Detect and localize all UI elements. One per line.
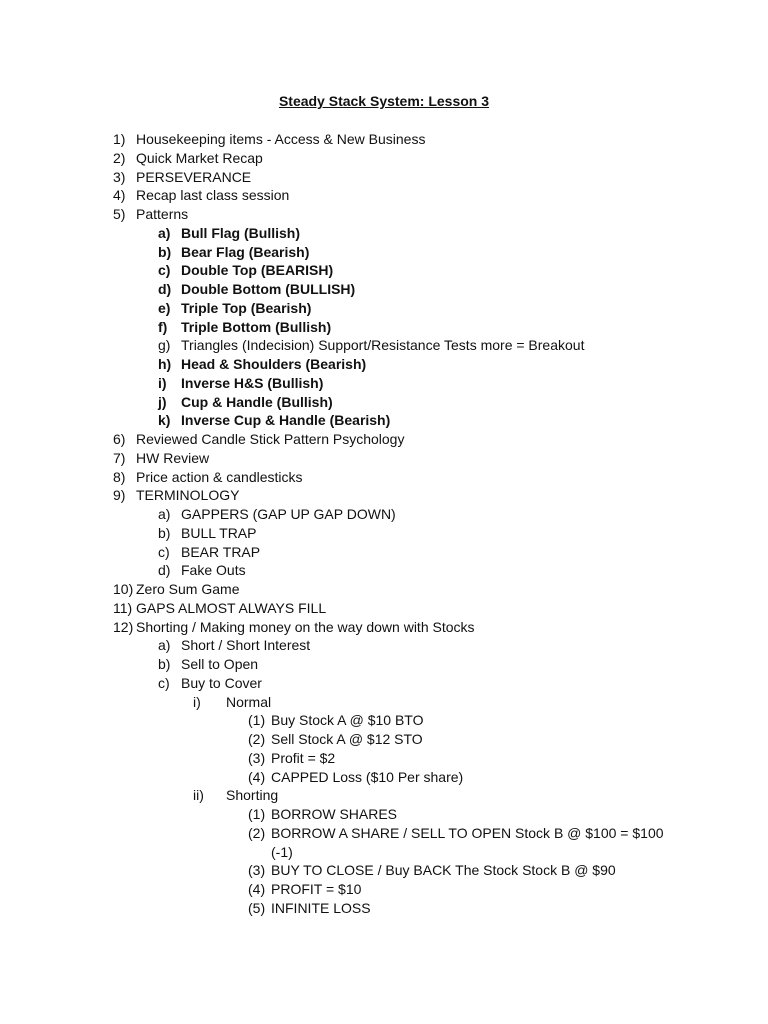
outline-item	[0, 749, 768, 768]
item-text: Shorting	[226, 787, 279, 804]
item-text: Fake Outs	[181, 562, 246, 579]
outline-item	[0, 430, 768, 449]
item-text: Bull Flag (Bullish)	[181, 224, 300, 241]
item-number: a)	[158, 506, 171, 522]
item-text: Shorting / Making money on the way down with Stocks	[136, 618, 475, 635]
outline-item	[0, 543, 768, 562]
item-text: GAPS ALMOST ALWAYS FILL	[136, 599, 327, 616]
item-number: 8)	[113, 468, 126, 485]
item-number: 3)	[113, 168, 126, 185]
outline-item	[0, 899, 768, 918]
item-number: (5)	[248, 899, 266, 916]
item-number: 7)	[113, 449, 126, 466]
outline-item	[0, 693, 768, 712]
item-number: d)	[158, 281, 172, 297]
outline-item	[0, 393, 768, 412]
item-number: ii)	[193, 787, 204, 804]
item-number: a)	[158, 637, 171, 654]
outline-item	[0, 374, 768, 393]
outline-item	[0, 861, 768, 880]
outline-item	[0, 224, 768, 243]
outline-item	[0, 130, 768, 149]
item-number: a)	[158, 224, 171, 241]
outline-item	[0, 580, 768, 599]
outline-item	[0, 880, 768, 899]
outline-item	[0, 524, 768, 543]
outline-item	[0, 805, 768, 824]
item-number: b)	[158, 243, 172, 260]
outline-item	[0, 336, 768, 355]
outline-item	[0, 468, 768, 487]
item-text: (-1)	[271, 843, 293, 860]
outline-item	[0, 786, 768, 805]
item-number: d)	[158, 562, 171, 579]
item-text: Cup & Handle (Bullish)	[181, 393, 333, 410]
outline-item	[0, 149, 768, 168]
outline-item	[0, 730, 768, 749]
item-text: TERMINOLOGY	[136, 487, 240, 504]
item-text: Buy Stock A @ $10 BTO	[271, 712, 424, 729]
item-text: Sell Stock A @ $12 STO	[271, 731, 423, 747]
outline-item	[0, 243, 768, 262]
item-text: Inverse Cup & Handle (Bearish)	[181, 412, 391, 429]
item-text: HW Review	[136, 449, 210, 466]
item-text: Inverse H&S (Bullish)	[181, 374, 324, 391]
outline-item	[0, 636, 768, 655]
item-text: BORROW A SHARE / SELL TO OPEN Stock B @ $100 = $100	[271, 824, 664, 841]
outline-item	[0, 674, 768, 693]
item-number: b)	[158, 524, 171, 541]
item-text: Head & Shoulders (Bearish)	[181, 356, 367, 372]
item-text: Housekeeping items - Access & New Business	[136, 131, 426, 147]
item-text: PROFIT = $10	[271, 881, 362, 897]
outline-item	[0, 768, 768, 787]
item-number: (3)	[248, 749, 266, 766]
item-text: Recap last class session	[136, 187, 290, 204]
item-number: i)	[158, 374, 167, 391]
outline-item	[0, 561, 768, 580]
item-number: 9)	[113, 487, 126, 504]
outline-item	[0, 618, 768, 637]
outline-item	[0, 449, 768, 468]
outline-item	[0, 711, 768, 730]
item-number: i)	[193, 693, 201, 710]
item-number: 2)	[113, 149, 126, 166]
item-text: GAPPERS (GAP UP GAP DOWN)	[181, 506, 396, 522]
item-number: (1)	[248, 712, 266, 729]
item-text: Quick Market Recap	[136, 149, 263, 166]
item-number: (4)	[248, 881, 266, 897]
outline-item	[0, 599, 768, 618]
item-text: Triple Bottom (Bullish)	[181, 318, 332, 335]
outline-item	[0, 205, 768, 224]
outline-item	[0, 280, 768, 299]
item-text: Bear Flag (Bearish)	[181, 243, 310, 260]
item-text: BEAR TRAP	[181, 543, 261, 560]
item-number: e)	[158, 299, 171, 316]
outline-item	[0, 299, 768, 318]
item-text: Double Top (BEARISH)	[181, 262, 334, 279]
outline-item	[0, 655, 768, 674]
item-number: 6)	[113, 431, 126, 447]
outline-item	[0, 318, 768, 337]
item-number: f)	[158, 318, 168, 335]
item-text: Triangles (Indecision) Support/Resistance Tests more = Breakout	[181, 337, 585, 354]
page-title: Steady Stack System: Lesson 3	[278, 93, 490, 109]
outline-item	[0, 261, 768, 280]
item-number: g)	[158, 337, 171, 354]
item-number: (4)	[248, 768, 266, 785]
item-number: (2)	[248, 824, 266, 841]
item-number: 10)	[113, 581, 134, 597]
item-text: Profit = $2	[271, 749, 336, 766]
item-text: CAPPED Loss ($10 Per share)	[271, 768, 464, 785]
outline-item	[0, 843, 768, 862]
item-number: (2)	[248, 731, 266, 747]
item-text: Short / Short Interest	[181, 637, 311, 654]
item-text: Triple Top (Bearish)	[181, 299, 312, 316]
item-text: Price action & candlesticks	[136, 468, 303, 485]
item-text: BORROW SHARES	[271, 806, 398, 822]
item-number: k)	[158, 412, 171, 429]
item-text: PERSEVERANCE	[136, 168, 252, 185]
item-number: b)	[158, 656, 171, 672]
outline-item	[0, 186, 768, 205]
item-text: Patterns	[136, 206, 189, 222]
outline-item	[0, 505, 768, 524]
item-text: Zero Sum Game	[136, 581, 240, 597]
outline-item	[0, 824, 768, 843]
outline-item	[0, 355, 768, 374]
item-number: 1)	[113, 131, 126, 147]
item-text: Buy to Cover	[181, 674, 262, 691]
item-text: Double Bottom (BULLISH)	[181, 281, 356, 297]
outline-item	[0, 411, 768, 430]
item-number: (3)	[248, 862, 266, 879]
item-number: j)	[158, 393, 167, 410]
item-text: Sell to Open	[181, 656, 259, 672]
item-number: 4)	[113, 187, 126, 204]
item-number: c)	[158, 262, 171, 279]
outline-item	[0, 168, 768, 187]
item-number: 5)	[113, 206, 126, 222]
item-text: BUY TO CLOSE / Buy BACK The Stock Stock B @ $90	[271, 862, 616, 879]
item-text: INFINITE LOSS	[271, 899, 371, 916]
item-number: 12)	[113, 618, 134, 635]
item-number: c)	[158, 674, 170, 691]
lesson-outline	[0, 130, 768, 918]
item-text: Normal	[226, 693, 272, 710]
item-number: c)	[158, 543, 170, 560]
item-text: BULL TRAP	[181, 524, 257, 541]
item-text: Reviewed Candle Stick Pattern Psychology	[136, 431, 405, 447]
item-number: h)	[158, 356, 172, 372]
item-number: (1)	[248, 806, 266, 822]
outline-item	[0, 486, 768, 505]
item-number: 11)	[113, 599, 133, 616]
